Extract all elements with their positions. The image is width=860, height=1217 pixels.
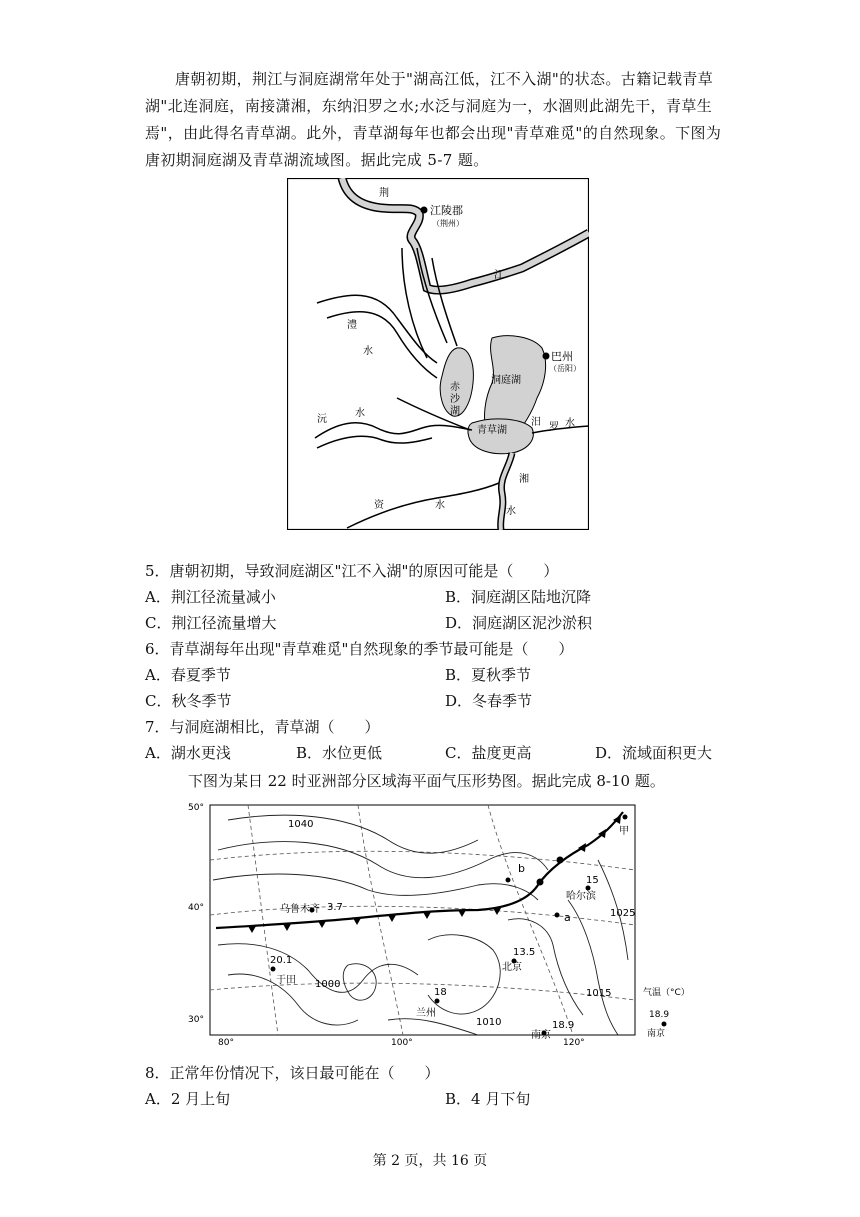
pressure-map bbox=[188, 800, 700, 1045]
bazhou-dot bbox=[543, 353, 550, 360]
q7-option-a: A．湖水更浅 bbox=[145, 744, 231, 762]
lat-50-label: 50° bbox=[188, 803, 204, 813]
label-jiangling: 江陵郡 bbox=[430, 204, 463, 217]
q5-option-a: A．荆江径流量减小 bbox=[145, 588, 276, 606]
point-b-dot bbox=[506, 878, 511, 883]
label-jing: 荆 bbox=[379, 188, 389, 199]
point-b-label: b bbox=[518, 862, 525, 875]
map2-caption: 下图为某日 22 时亚洲部分区域海平面气压形势图。据此完成 8-10 题。 bbox=[188, 772, 665, 790]
urumqi-temp: 3.7 bbox=[327, 902, 343, 913]
point-jia-label: 甲 bbox=[619, 826, 629, 837]
lat-40-label: 40° bbox=[188, 903, 204, 913]
jiangling-dot bbox=[421, 207, 428, 214]
isobar-1040: 1040 bbox=[288, 819, 314, 830]
label-dongting: 洞庭湖 bbox=[491, 375, 521, 386]
label-jingzhou: （荆州） bbox=[432, 219, 464, 228]
yutian-label: 于田 bbox=[276, 975, 296, 986]
legend-value: 18.9 bbox=[649, 1010, 670, 1020]
nanjing-temp: 18.9 bbox=[552, 1020, 575, 1031]
label-shui4: 水 bbox=[506, 506, 516, 517]
page-footer: 第 2 页，共 16 页 bbox=[372, 1153, 488, 1169]
label-luo: 罗 bbox=[549, 422, 559, 433]
q5-option-d: D．洞庭湖区泥沙淤积 bbox=[445, 614, 593, 632]
label-shui5: 水 bbox=[435, 500, 445, 511]
q5-stem: 5．唐朝初期，导致洞庭湖区"江不入湖"的原因可能是（ ） bbox=[145, 562, 559, 580]
legend-city: 南京 bbox=[647, 1029, 666, 1039]
label-bazhou: 巴州 bbox=[551, 350, 573, 363]
label-chisha-3: 湖 bbox=[450, 406, 460, 417]
harbin-label: 哈尔滨 bbox=[566, 891, 596, 902]
yutian-dot bbox=[271, 967, 276, 972]
lon-120-label: 120° bbox=[563, 1038, 585, 1045]
label-yueyang: （岳阳） bbox=[549, 364, 581, 373]
lat-30-label: 30° bbox=[188, 1015, 204, 1025]
label-yuan: 沅 bbox=[317, 414, 327, 425]
q8-option-b: B．4 月下旬 bbox=[445, 1090, 531, 1108]
nanjing-label: 南京 bbox=[531, 1030, 551, 1041]
urumqi-label: 乌鲁木齐 bbox=[280, 904, 320, 915]
q6-option-b: B．夏秋季节 bbox=[445, 666, 532, 684]
q5-option-b: B．洞庭湖区陆地沉降 bbox=[445, 588, 592, 606]
label-shui1: 水 bbox=[363, 346, 373, 357]
intro-paragraph: 唐朝初期，荆江与洞庭湖常年处于"湖高江低，江不入湖"的状态。古籍记载青草湖"北连洞庭，南接潇湘，东纳汨罗之水;水泛与洞庭为一，水涸则此湖先干，青草生焉"，由此得名青草湖。此外，青草湖每年也都会出现"青草难觅"的自然现象。下图为唐初期洞庭湖及青草湖流域图。据此完成 5-7 题。 bbox=[145, 70, 722, 169]
isobar-1015: 1015 bbox=[586, 988, 612, 999]
lanzhou-temp: 18 bbox=[434, 987, 447, 998]
q6-option-d: D．冬春季节 bbox=[445, 692, 533, 710]
isobar-1000: 1000 bbox=[315, 979, 341, 990]
q7-stem: 7．与洞庭湖相比，青草湖（ ） bbox=[145, 718, 380, 736]
point-jia-dot bbox=[623, 815, 628, 820]
label-shui2: 水 bbox=[355, 408, 365, 419]
beijing-label: 北京 bbox=[502, 962, 522, 973]
label-chisha-2: 沙 bbox=[450, 394, 460, 405]
beijing-temp: 13.5 bbox=[513, 947, 536, 958]
point-a-dot bbox=[555, 913, 560, 918]
dongting-basin-map bbox=[287, 178, 589, 530]
q6-option-a: A．春夏季节 bbox=[145, 666, 231, 684]
lanzhou-dot bbox=[435, 999, 440, 1004]
q5-option-c: C．荆江径流量增大 bbox=[145, 614, 277, 632]
yutian-temp: 20.1 bbox=[270, 955, 293, 966]
label-chisha-1: 赤 bbox=[450, 382, 460, 393]
harbin-dot bbox=[586, 886, 591, 891]
legend-title: 气温（°C） bbox=[643, 988, 690, 998]
q7-option-b: B．水位更低 bbox=[296, 744, 383, 762]
lon-80-label: 80° bbox=[218, 1038, 234, 1045]
point-a-label: a bbox=[564, 911, 571, 924]
q8-option-a: A．2 月上旬 bbox=[145, 1090, 231, 1108]
lon-100-label: 100° bbox=[391, 1038, 413, 1045]
isobar-1025: 1025 bbox=[610, 908, 636, 919]
label-xiang: 湘 bbox=[519, 474, 529, 485]
q6-stem: 6．青草湖每年出现"青草难觅"自然现象的季节最可能是（ ） bbox=[145, 640, 574, 658]
q7-option-d: D．流域面积更大 bbox=[595, 744, 713, 762]
label-qingcao: 青草湖 bbox=[477, 425, 507, 436]
q8-stem: 8．正常年份情况下，该日最可能在（ ） bbox=[145, 1064, 440, 1082]
q7-option-c: C．盐度更高 bbox=[445, 744, 532, 762]
legend-dot bbox=[662, 1022, 667, 1027]
isobar-1010: 1010 bbox=[476, 1017, 502, 1028]
lanzhou-label: 兰州 bbox=[416, 1008, 436, 1019]
q6-option-c: C．秋冬季节 bbox=[145, 692, 232, 710]
label-jiang: 江 bbox=[494, 270, 504, 281]
label-li: 澧 bbox=[347, 320, 357, 331]
label-zi: 资 bbox=[374, 500, 384, 511]
label-shui3: 水 bbox=[565, 418, 575, 429]
label-mi: 汨 bbox=[531, 417, 541, 428]
harbin-temp: 15 bbox=[586, 875, 599, 886]
